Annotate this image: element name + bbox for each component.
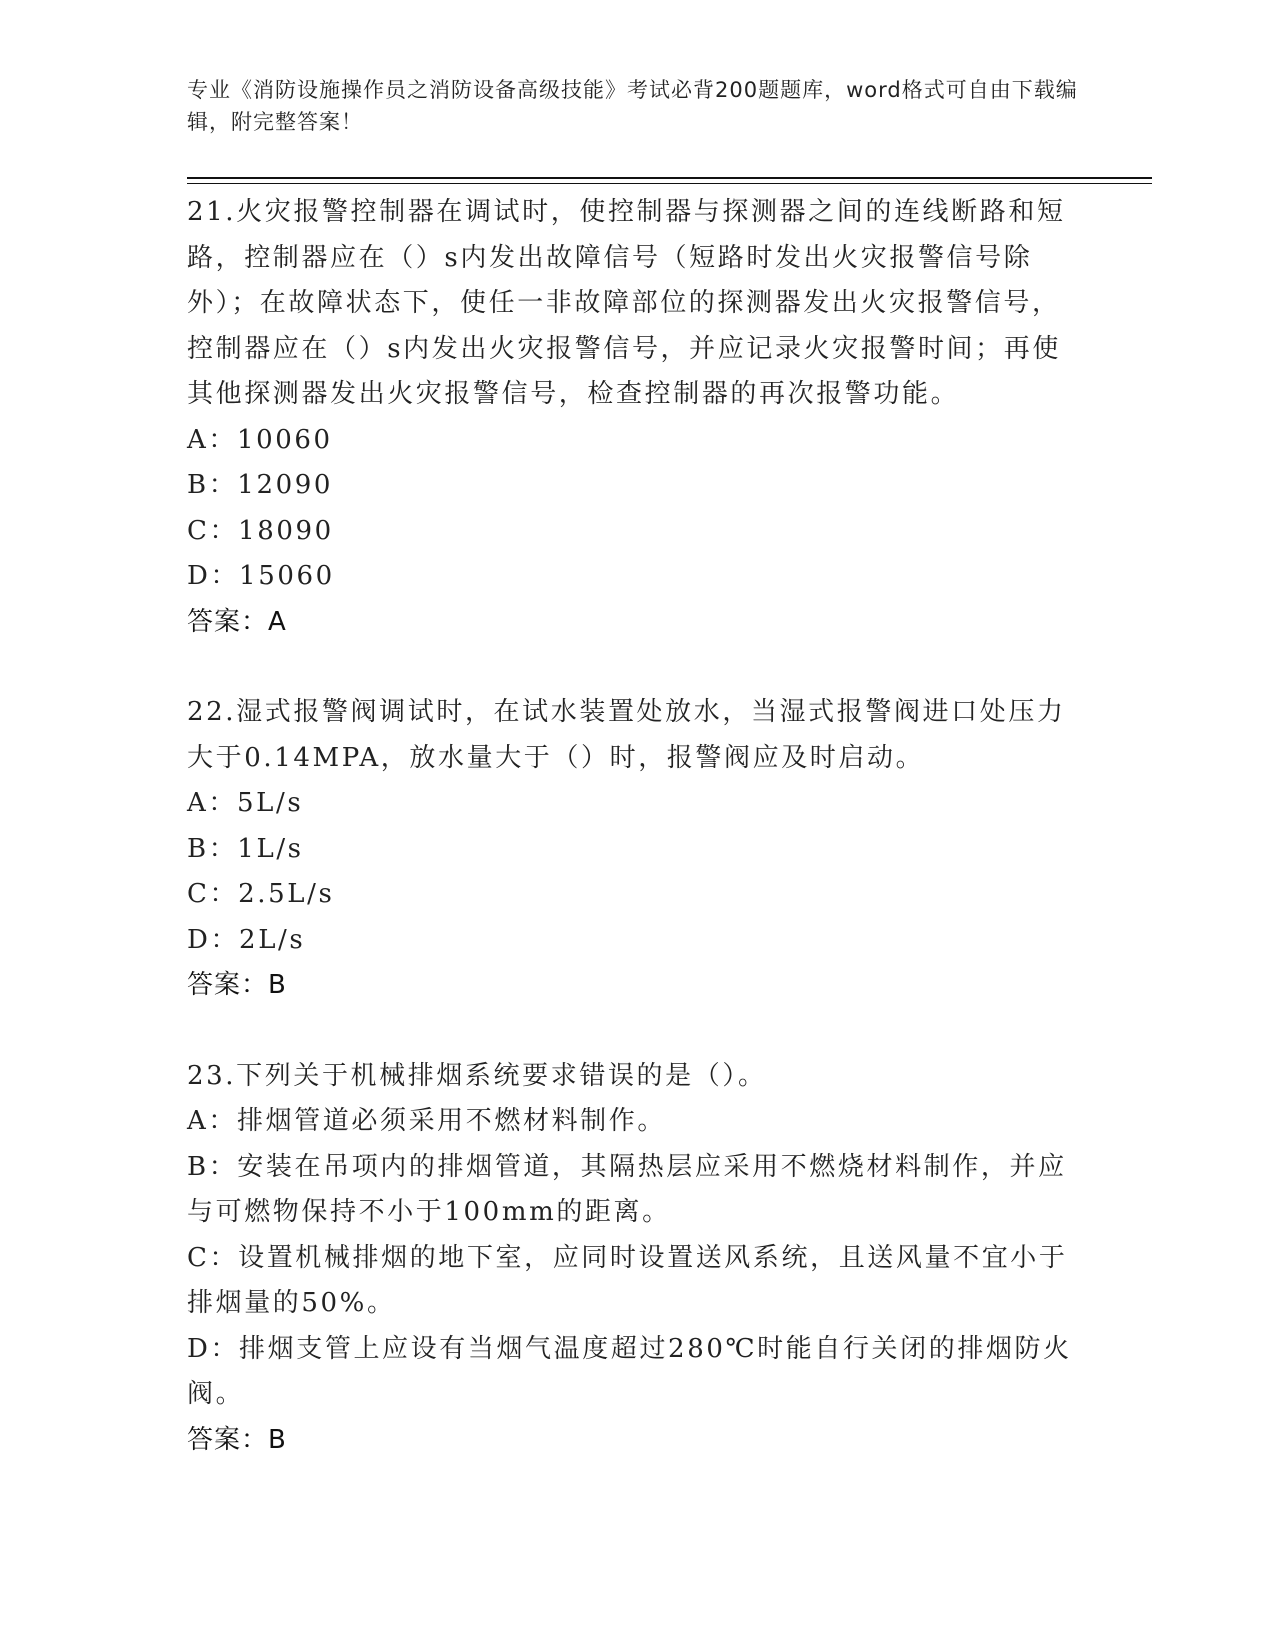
question-21 <box>187 190 1087 645</box>
option-d: D：2L/s <box>187 924 306 955</box>
question-22 <box>187 690 1087 1009</box>
answer-line: 答案：B <box>187 970 287 1000</box>
option-b: B：1L/s <box>187 833 304 864</box>
question-stem: 21.火灾报警控制器在调试时，使控制器与探测器之间的连线断路和短路，控制器应在（）s内发出故障信号（短路时发出火灾报警信号除外）；在故障状态下，使任一非故障部位的探测器发出火灾报警信号，控制器应在（）s内发出火灾报警信号，并应记录火灾报警时间；再使其他探测器发出火灾报警信号，检查控制器的再次报警功能。 <box>187 197 1066 409</box>
header-rule-thick <box>187 177 1152 179</box>
question-stem: 22.湿式报警阀调试时，在试水装置处放水，当湿式报警阀进口处压力大于0.14MPA，放水量大于（）时，报警阀应及时启动。 <box>187 697 1066 773</box>
answer-line: 答案：B <box>187 1424 287 1455</box>
option-b: B：安装在吊项内的排烟管道，其隔热层应采用不燃烧材料制作，并应与可燃物保持不小于100mm的距离。 <box>187 1151 1067 1227</box>
option-c: C：2.5L/s <box>187 879 335 909</box>
option-c: C：18090 <box>187 515 334 546</box>
question-stem: 23.下列关于机械排烟系统要求错误的是（）。 <box>187 1060 767 1091</box>
question-23 <box>187 1054 1087 1464</box>
option-a: A：10060 <box>187 424 333 455</box>
question-spacer <box>187 645 1087 690</box>
option-b: B：12090 <box>187 470 334 500</box>
header-rule-thin <box>187 183 1152 184</box>
option-d: D：15060 <box>187 561 335 591</box>
option-a: A：排烟管道必须采用不燃材料制作。 <box>187 1106 666 1136</box>
question-spacer <box>187 1009 1087 1054</box>
option-c: C：设置机械排烟的地下室，应同时设置送风系统，且送风量不宜小于排烟量的50%。 <box>187 1242 1068 1318</box>
option-d: D：排烟支管上应设有当烟气温度超过280℃时能自行关闭的排烟防火阀。 <box>187 1333 1072 1409</box>
question-list <box>187 190 1087 1463</box>
document-header: 专业《消防设施操作员之消防设备高级技能》考试必背200题题库，word格式可自由下载编辑，附完整答案！ <box>187 78 1078 134</box>
option-a: A：5L/s <box>187 788 304 818</box>
answer-line: 答案：A <box>187 606 287 637</box>
